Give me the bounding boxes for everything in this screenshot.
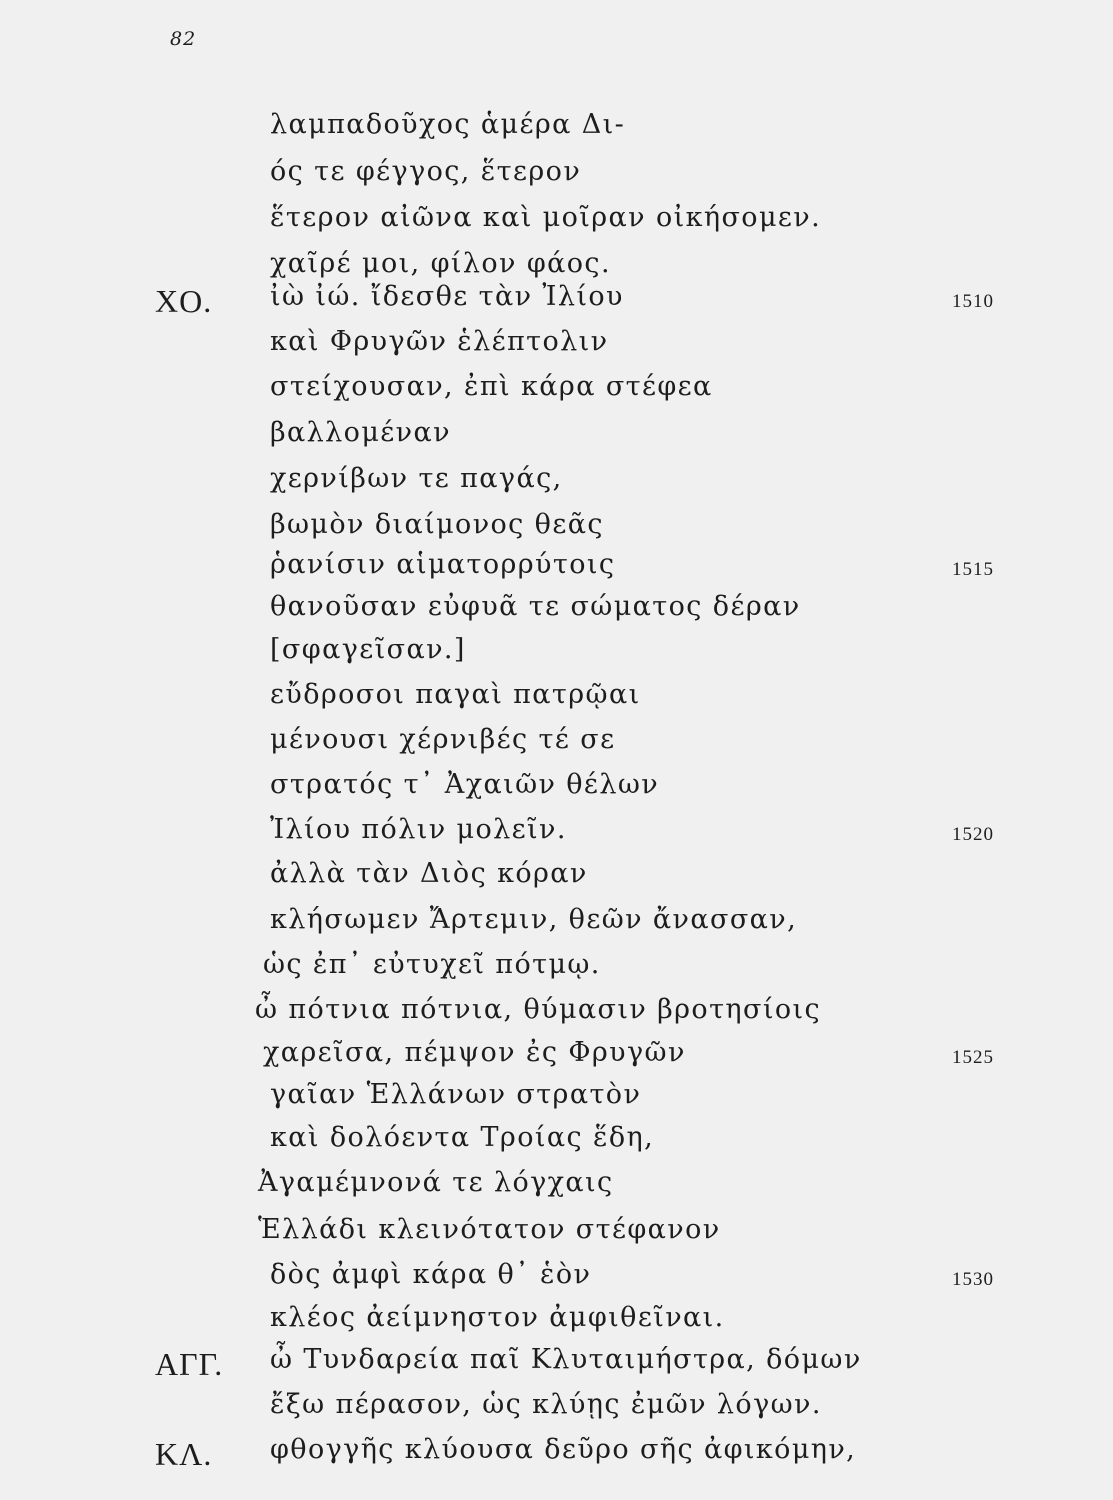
verse-text: ὦ Τυνδαρεία παῖ Κλυταιμήστρα, δόμων: [270, 1344, 862, 1375]
verse-text: δὸς ἀμφὶ κάρα θ᾽ ἑὸν: [270, 1259, 592, 1290]
verse-text: ἔξω πέρασον, ὡς κλύῃς ἐμῶν λόγων.: [270, 1389, 822, 1420]
verse-text: καὶ δολόεντα Τροίας ἕδη,: [270, 1122, 655, 1153]
line-number: 1510: [952, 291, 994, 312]
verse-text: Ἀγαμέμνονά τε λόγχαις: [258, 1167, 614, 1198]
verse-line: [0, 1210, 1113, 1254]
verse-text: χαρεῖσα, πέμψον ἐς Φρυγῶν: [263, 1037, 686, 1068]
verse-text: φθογγῆς κλύουσα δεῦρο σῆς ἀφικόμην,: [270, 1434, 857, 1465]
line-number: 1530: [952, 1269, 994, 1290]
verse-text: στρατός τ᾽ Ἀχαιῶν θέλων: [270, 769, 660, 800]
verse-text: Ἑλλάδι κλεινότατον στέφανον: [258, 1214, 721, 1245]
page-number: 82: [170, 28, 197, 50]
speaker-label: ΚΛ.: [155, 1436, 213, 1472]
verse-line: [0, 1163, 1113, 1207]
verse-line: [0, 1033, 1113, 1077]
verse-line: [0, 854, 1113, 898]
verse-text: βαλλομέναν: [270, 417, 451, 448]
line-number: 1520: [952, 824, 994, 845]
verse-text: βωμὸν διαίμονος θεᾶς: [270, 509, 604, 540]
verse-text: καὶ Φρυγῶν ἑλέπτολιν: [270, 326, 609, 357]
verse-line: [0, 810, 1113, 854]
verse-text: στείχουσαν, ἐπὶ κάρα στέφεα: [270, 371, 713, 402]
verse-line: [0, 105, 1113, 149]
verse-line: [0, 505, 1113, 549]
verse-line: [0, 413, 1113, 457]
verse-line: [0, 587, 1113, 631]
verse-line: [0, 1385, 1113, 1429]
verse-text: ός τε φέγγος, ἕτερον: [270, 156, 582, 187]
verse-line: [0, 720, 1113, 764]
verse-line: [0, 1298, 1113, 1342]
speaker-label: ΑΓΓ.: [155, 1346, 224, 1382]
verse-line: [0, 765, 1113, 809]
verse-text: ὡς ἐπ᾽ εὐτυχεῖ πότμῳ.: [263, 949, 601, 980]
verse-line: [0, 945, 1113, 989]
verse-line: [0, 459, 1113, 503]
verse-line: [0, 198, 1113, 242]
verse-text: κλήσωμεν Ἄρτεμιν, θεῶν ἄνασσαν,: [270, 904, 798, 935]
line-number: 1525: [952, 1047, 994, 1068]
verse-text: κλέος ἀείμνηστον ἀμφιθεῖναι.: [270, 1302, 725, 1333]
verse-text: ῥανίσιν αἱματορρύτοις: [270, 549, 616, 580]
verse-text: εὔδροσοι παγαὶ πατρῷαι: [270, 679, 641, 710]
verse-text: γαῖαν Ἑλλάνων στρατὸν: [270, 1079, 642, 1110]
verse-line: [0, 990, 1113, 1034]
verse-line: [0, 1430, 1113, 1474]
verse-line: [0, 367, 1113, 411]
verse-line: [0, 1075, 1113, 1119]
verse-line: [0, 900, 1113, 944]
verse-text: χερνίβων τε παγάς,: [270, 463, 563, 494]
verse-text: ἰὼ ἰώ. ἴδεσθε τὰν Ἰλίου: [270, 281, 624, 312]
verse-line: [0, 152, 1113, 196]
verse-line: [0, 675, 1113, 719]
verse-text: θανοῦσαν εὐφυᾶ τε σώματος δέραν: [270, 591, 801, 622]
verse-line: [0, 545, 1113, 589]
line-number: 1515: [952, 559, 994, 580]
verse-line: [0, 1340, 1113, 1384]
speaker-label: ΧΟ.: [155, 283, 213, 319]
verse-text: ὦ πότνια πότνια, θύμασιν βροτησίοις: [255, 994, 821, 1025]
verse-text: [σφαγεῖσαν.]: [270, 634, 466, 665]
verse-line: [0, 277, 1113, 321]
verse-text: ἕτερον αἰῶνα καὶ μοῖραν οἰκήσομεν.: [270, 202, 822, 233]
verse-text: λαμπαδοῦχος ἁμέρα Δι-: [270, 109, 626, 140]
verse-line: [0, 1118, 1113, 1162]
verse-line: [0, 322, 1113, 366]
verse-text: Ἰλίου πόλιν μολεῖν.: [270, 814, 567, 845]
verse-text: μένουσι χέρνιβές τέ σε: [270, 724, 616, 755]
verse-line: [0, 1255, 1113, 1299]
verse-text: ἀλλὰ τὰν Διὸς κόραν: [270, 858, 588, 889]
verse-text: χαῖρέ μοι, φίλον φάος.: [270, 248, 611, 279]
verse-line: [0, 630, 1113, 674]
